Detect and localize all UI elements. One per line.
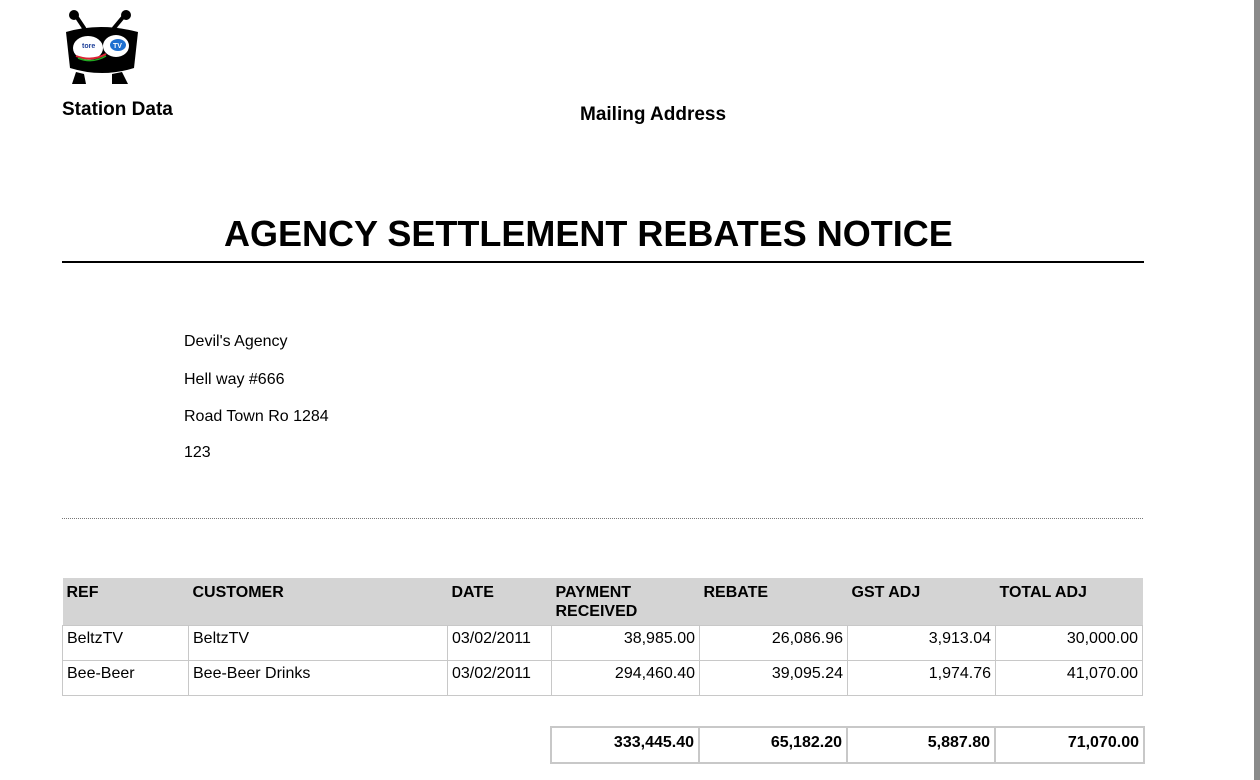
totals-row-table [550, 726, 1145, 764]
col-date: DATE [448, 578, 552, 626]
total-adj: 71,070.00 [995, 727, 1144, 763]
col-ref: REF [63, 578, 189, 626]
table-header-row [63, 578, 1143, 626]
table-row [63, 626, 1143, 661]
col-gst-adj: GST ADJ [848, 578, 996, 626]
col-rebate: REBATE [700, 578, 848, 626]
address-line-1: Devil's Agency [184, 333, 288, 350]
total-payment: 333,445.40 [551, 727, 699, 763]
col-payment-line1: PAYMENT [555, 584, 632, 601]
cell-ref: Bee-Beer [63, 661, 189, 696]
cell-total: 41,070.00 [996, 661, 1143, 696]
cell-total: 30,000.00 [996, 626, 1143, 661]
cell-date: 03/02/2011 [448, 626, 552, 661]
address-line-2: Hell way #666 [184, 371, 285, 388]
cell-date: 03/02/2011 [448, 661, 552, 696]
cell-ref: BeltzTV [63, 626, 189, 661]
cell-gst: 3,913.04 [848, 626, 996, 661]
window-frame-right [1253, 0, 1260, 780]
address-line-4: 123 [184, 444, 211, 461]
col-payment-received [552, 578, 700, 626]
title-divider [62, 261, 1144, 263]
cell-payment: 294,460.40 [552, 661, 700, 696]
mailing-address-label: Mailing Address [580, 104, 727, 125]
section-divider [62, 518, 1143, 519]
cell-customer: BeltzTV [189, 626, 448, 661]
cell-rebate: 26,086.96 [700, 626, 848, 661]
rebates-table [62, 578, 1143, 696]
address-line-3: Road Town Ro 1284 [184, 408, 329, 425]
cell-rebate: 39,095.24 [700, 661, 848, 696]
logo-text-right: TV [113, 43, 122, 50]
tv-mascot-logo [62, 8, 142, 88]
station-data-label: Station Data [62, 99, 173, 120]
total-gst: 5,887.80 [847, 727, 995, 763]
cell-customer: Bee-Beer Drinks [189, 661, 448, 696]
logo-text-left: tore [82, 43, 96, 50]
col-total-adj: TOTAL ADJ [996, 578, 1143, 626]
totals-row [551, 727, 1144, 763]
col-customer: CUSTOMER [189, 578, 448, 626]
cell-gst: 1,974.76 [848, 661, 996, 696]
report-title-text: AGENCY SETTLEMENT REBATES NOTICE [224, 213, 953, 254]
table-row [63, 661, 1143, 696]
total-rebate: 65,182.20 [699, 727, 847, 763]
col-payment-line2: RECEIVED [555, 603, 638, 620]
cell-payment: 38,985.00 [552, 626, 700, 661]
